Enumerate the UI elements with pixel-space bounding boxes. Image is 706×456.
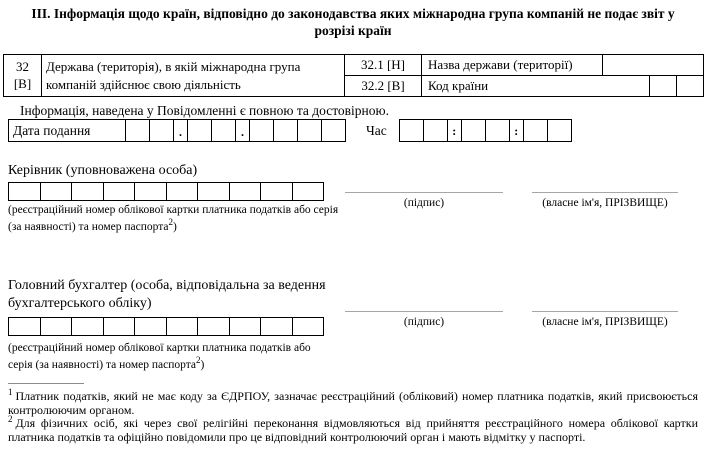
- footnote-divider: [8, 383, 84, 384]
- footnote-marker: 2: [8, 414, 13, 424]
- date-day-cell[interactable]: [125, 119, 150, 142]
- table-row: [345, 55, 703, 76]
- time-separator: :: [447, 119, 462, 142]
- accountant-name-label: (власне ім'я, ПРІЗВИЩЕ): [542, 316, 668, 328]
- country-code-input-cell[interactable]: [649, 76, 676, 97]
- date-year-cell[interactable]: [249, 119, 274, 142]
- accountant-tax-id-cell[interactable]: [197, 317, 230, 336]
- director-signature-line: [345, 192, 503, 193]
- director-tax-id-cell[interactable]: [71, 182, 104, 201]
- table-row: [345, 76, 703, 97]
- subrow-code: 32.1 [Н]: [345, 55, 422, 75]
- director-caption: (реєстраційний номер облікової картки платника податків або серія (за наявності) та номер паспорта$^2$): [8, 204, 339, 233]
- director-name-line: [532, 192, 678, 193]
- accountant-tax-id-cell[interactable]: [166, 317, 199, 336]
- time-second-cell[interactable]: [547, 119, 572, 142]
- row-label-cell: [42, 55, 345, 96]
- director-name-label: (власне ім'я, ПРІЗВИЩЕ): [542, 197, 668, 209]
- table-subrows: [345, 55, 703, 96]
- accountant-signature-label: (підпис): [403, 316, 445, 328]
- date-block: [8, 119, 126, 142]
- time-separator: :: [509, 119, 524, 142]
- subrow-label: Код країни: [428, 77, 489, 93]
- accountant-tax-id-cell[interactable]: [103, 317, 136, 336]
- accountant-tax-id-cell[interactable]: [40, 317, 73, 336]
- date-month-cell[interactable]: [211, 119, 236, 142]
- accountant-tax-id-cell[interactable]: [71, 317, 104, 336]
- country-code-input-cell[interactable]: [676, 76, 703, 97]
- time-cells: [399, 119, 572, 142]
- subrow-code: 32.2 [В]: [345, 76, 422, 97]
- time-hour-cell[interactable]: [423, 119, 448, 142]
- accountant-heading: Головний бухгалтер (особа, відповідальна за ведення бухгалтерського обліку): [8, 278, 326, 311]
- director-tax-id-cell[interactable]: [292, 182, 325, 201]
- country-info-table: [3, 54, 704, 97]
- accountant-tax-id-cell[interactable]: [8, 317, 41, 336]
- date-day-cell[interactable]: [149, 119, 174, 142]
- time-minute-cell[interactable]: [461, 119, 486, 142]
- director-tax-id-cell[interactable]: [166, 182, 199, 201]
- accountant-tax-id-cell[interactable]: [292, 317, 325, 336]
- director-tax-id-cell[interactable]: [103, 182, 136, 201]
- footnote-2: $^2$ Для фізичних осіб, які через свої релігійні переконання відмовляються від прийняття реєстраційного номера облікової картки платника податків та офіційно повідомили про це відповідний контролюючий орган і мають відмітку у паспорті.: [8, 414, 698, 444]
- director-tax-id-cell[interactable]: [8, 182, 41, 201]
- director-tax-id-cell[interactable]: [260, 182, 293, 201]
- date-cells: [125, 119, 346, 142]
- accountant-caption: (реєстраційний номер облікової картки платника податків або серія (за наявності) та номер паспорта$^2$): [8, 342, 311, 371]
- footnote-marker: 1: [8, 387, 13, 397]
- director-tax-id-cell[interactable]: [40, 182, 73, 201]
- date-year-cell[interactable]: [297, 119, 322, 142]
- accountant-tax-id-cell[interactable]: [260, 317, 293, 336]
- director-tax-id-cell[interactable]: [229, 182, 262, 201]
- date-separator: .: [173, 119, 188, 142]
- date-label: Дата подання: [8, 119, 126, 142]
- row-label: Держава (територія), в якій міжнародна група компаній здійснює свою діяльність: [46, 58, 301, 92]
- time-second-cell[interactable]: [523, 119, 548, 142]
- state-name-input-cell[interactable]: [603, 55, 703, 75]
- footnote-1: $^1$ Платник податків, який не має коду за ЄДРПОУ, зазначає реєстраційний (обліковий) номер платника податків, який присвоюється контролюючим органом.: [8, 387, 698, 417]
- row-code-cell: [4, 55, 42, 96]
- director-tax-id-cells: [8, 182, 324, 201]
- date-month-cell[interactable]: [187, 119, 212, 142]
- subrow-label: Назва держави (території): [422, 55, 603, 75]
- accountant-tax-id-cell[interactable]: [229, 317, 262, 336]
- accountant-name-line: [532, 311, 678, 312]
- director-tax-id-cell[interactable]: [134, 182, 167, 201]
- director-signature-label: (підпис): [403, 197, 445, 209]
- accountant-tax-id-cells: [8, 317, 324, 336]
- truth-statement: Інформація, наведена у Повідомленні є повною та достовірною.: [20, 103, 389, 118]
- date-year-cell[interactable]: [273, 119, 298, 142]
- row-code: 32: [16, 58, 29, 74]
- director-heading: Керівник (уповноважена особа): [8, 163, 198, 178]
- row-code-type: [В]: [13, 75, 32, 91]
- accountant-signature-line: [345, 311, 503, 312]
- date-year-cell[interactable]: [321, 119, 346, 142]
- date-separator: .: [235, 119, 250, 142]
- submission-row: [8, 119, 572, 142]
- director-tax-id-cell[interactable]: [197, 182, 230, 201]
- time-hour-cell[interactable]: [399, 119, 424, 142]
- time-label: Час: [366, 122, 387, 138]
- section-title: III. Інформація щодо країн, відповідно до законодавства яких міжнародна група компаній не подає звіт у розрізі країн: [31, 6, 675, 38]
- accountant-tax-id-cell[interactable]: [134, 317, 167, 336]
- time-minute-cell[interactable]: [485, 119, 510, 142]
